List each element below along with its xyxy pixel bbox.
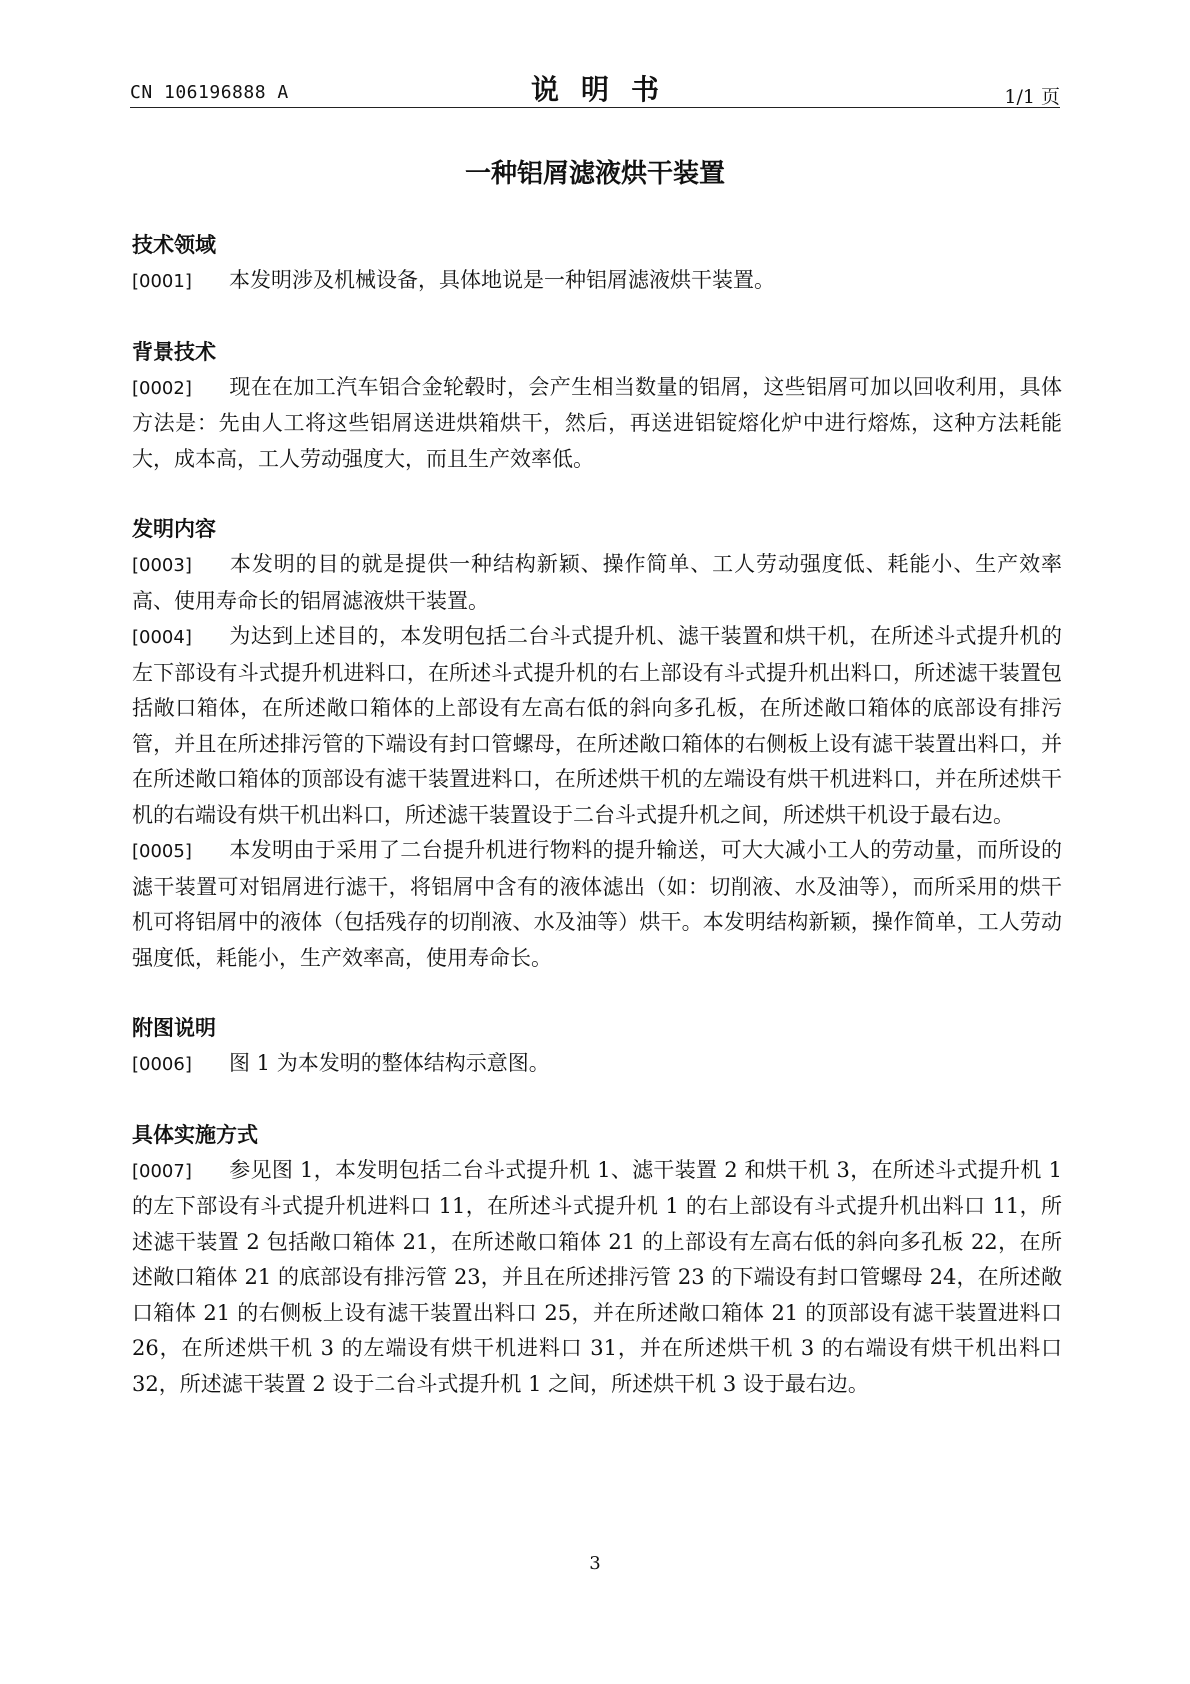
paragraph (132, 619, 1062, 833)
paragraph-number: [0001] (132, 271, 192, 292)
section-background (132, 334, 1062, 478)
spacer (132, 1083, 1062, 1117)
section-heading: 背景技术 (132, 339, 216, 364)
paragraph-number: [0006] (132, 1054, 192, 1075)
paragraph (132, 833, 1062, 976)
paragraph (132, 1046, 1062, 1083)
page-header (130, 68, 1060, 112)
paragraph-number: [0005] (132, 841, 192, 862)
header-rule (130, 107, 1060, 108)
paragraph-number: [0004] (132, 627, 192, 648)
page-info: 1/1 页 (1004, 86, 1060, 108)
spacer (132, 477, 1062, 511)
paragraph-number: [0007] (132, 1160, 192, 1182)
paragraph-text: 本发明的目的就是提供一种结构新颖、操作简单、工人劳动强度低、耗能小、生产效率高、使用寿命长的铝屑滤液烘干装置。 (132, 552, 1062, 613)
paragraph-text: 图 1 为本发明的整体结构示意图。 (229, 1051, 550, 1075)
paragraph (132, 1153, 1062, 1403)
paragraph (132, 370, 1062, 478)
paragraph-text: 参见图 1，本发明包括二台斗式提升机 1、滤干装置 2 和烘干机 3，在所述斗式提升机 1 的左下部设有斗式提升机进料口 11，在所述斗式提升机 1 的右上部设有斗式提升机出料口 11，所述滤干装置 2 包括敞口箱体 21，在所述敞口箱体 21 的上部设有左高右低的斜向多孔板 22，在所述敞口箱体 21 的底部设有排污管 23，并且在所述排污管 23 的下端设有封口管螺母 24，在所述敞口箱体 21 的右侧板上设有滤干装置出料口 25，并在所述敞口箱体 21 的顶部设有滤干装置进料口 26，在所述烘干机 3 的左端设有烘干机进料口 31，并在所述烘干机 3 的右端设有烘干机出料口 32，所述滤干装置 2 设于二台斗式提升机 1 之间，所述烘干机 3 设于最右边。 (132, 1157, 1062, 1396)
section-heading: 技术领域 (132, 233, 216, 257)
section-embodiments (132, 1117, 1062, 1403)
paragraph-text: 本发明涉及机械设备，具体地说是一种铝屑滤液烘干装置。 (229, 268, 775, 292)
publication-number: CN 106196888 A (130, 82, 289, 103)
document-kind: 说明书 (530, 73, 681, 106)
section-heading: 具体实施方式 (132, 1122, 258, 1147)
section-drawings (132, 1010, 1062, 1083)
section-heading: 附图说明 (132, 1016, 216, 1040)
paragraph-text: 现在在加工汽车铝合金轮毂时，会产生相当数量的铝屑，这些铝屑可加以回收利用，具体方法是：先由人工将这些铝屑送进烘箱烘干，然后，再送进铝锭熔化炉中进行熔炼，这种方法耗能大，成本高，工人劳动强度大，而且生产效率低。 (132, 374, 1062, 471)
spacer (132, 300, 1062, 334)
paragraph (132, 263, 1062, 300)
spacer (132, 976, 1062, 1010)
paragraph-text: 本发明由于采用了二台提升机进行物料的提升输送，可大大减小工人的劳动量，而所设的滤干装置可对铝屑进行滤干，将铝屑中含有的液体滤出（如：切削液、水及油等），而所采用的烘干机可将铝屑中的液体（包括残存的切削液、水及油等）烘干。本发明结构新颖，操作简单，工人劳动强度低，耗能小，生产效率高，使用寿命长。 (132, 838, 1062, 970)
section-heading: 发明内容 (132, 517, 216, 541)
section-summary (132, 511, 1062, 976)
page-number: 3 (589, 1553, 601, 1574)
section-technical-field (132, 227, 1062, 300)
paragraph-number: [0003] (132, 555, 192, 576)
document-title: 一种铝屑滤液烘干装置 (464, 159, 725, 189)
paragraph-number: [0002] (132, 377, 192, 399)
paragraph-text: 为达到上述目的，本发明包括二台斗式提升机、滤干装置和烘干机，在所述斗式提升机的左下部设有斗式提升机进料口，在所述斗式提升机的右上部设有斗式提升机出料口，所述滤干装置包括敞口箱体，在所述敞口箱体的上部设有左高右低的斜向多孔板，在所述敞口箱体的底部设有排污管，并且在所述排污管的下端设有封口管螺母，在所述敞口箱体的右侧板上设有滤干装置出料口，并在所述敞口箱体的顶部设有滤干装置进料口，在所述烘干机的左端设有烘干机进料口，并在所述烘干机的右端设有烘干机出料口，所述滤干装置设于二台斗式提升机之间，所述烘干机设于最右边。 (132, 624, 1062, 827)
document-body (132, 227, 1062, 1402)
paragraph (132, 547, 1062, 619)
